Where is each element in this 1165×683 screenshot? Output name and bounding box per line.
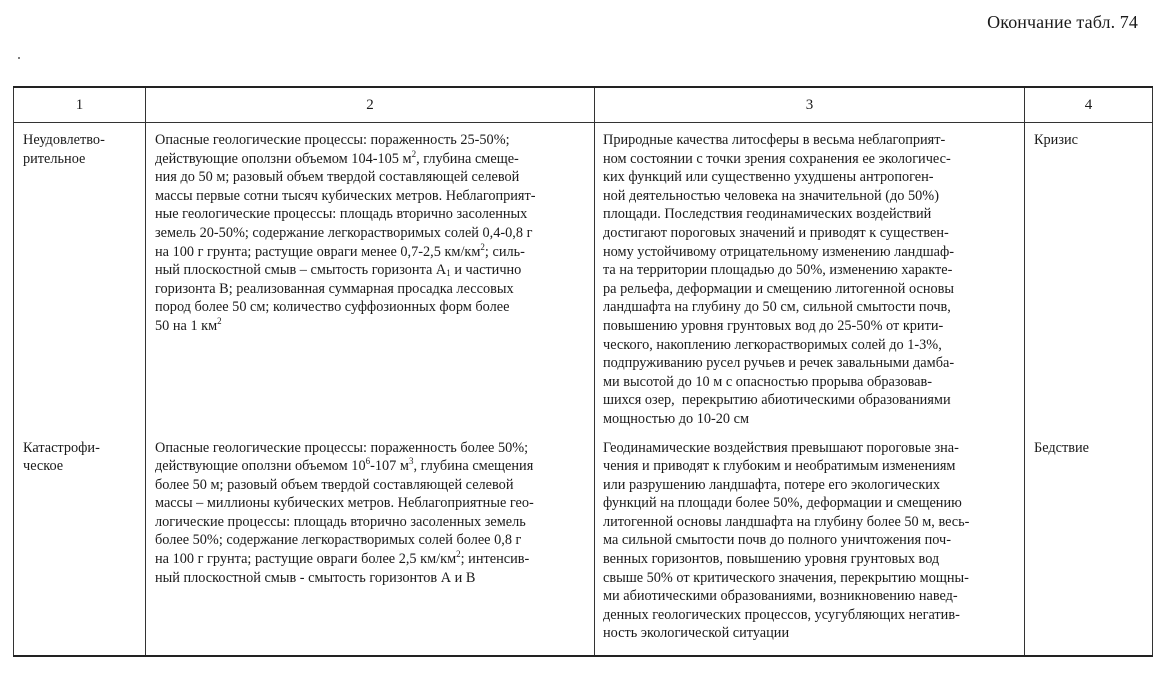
assessment-cell: Бедствие [1025,431,1153,657]
scan-speck [18,57,20,59]
state-label-cell: Неудовлетво- рительное [14,123,146,431]
column-header-1: 1 [14,87,146,123]
table-row [14,431,1153,657]
header-row [14,87,1153,123]
assessment-cell: Кризис [1025,123,1153,431]
column-header-4: 4 [1025,87,1153,123]
data-table [13,86,1153,657]
column-header-3: 3 [595,87,1025,123]
column-header-2: 2 [146,87,595,123]
consequences-cell: Природные качества литосферы в весьма неблагоприят- ном состоянии с точки зрения сохранения ее экологичес- ких функций или существенно ухудшены антропоген- ной деятельностью человека на значительной (до 50%) площади. Последствия геодинамических воздействий достигают пороговых значений и приводят к существен- ному устойчивому отрицательному изменению ландшаф- та на территории площадью до 50%, изменению характе- ра рельефа, деформации и смещению литогенной основы ландшафта на глубину до 50 см, сильной смытости почв, повышению уровня грунтовых вод до 25-50% от крити- ческого, накоплению легкорастворимых солей до 1-3%, подпруживанию русел ручьев и речек завальными дамба- ми высотой до 10 м с опасностью прорыва образовав- шихся озер, перекрытию абиотическими образованиями мощностью до 10-20 см [595,123,1025,431]
table-caption: Окончание табл. 74 [987,12,1138,32]
processes-cell: Опасные геологические процессы: пораженность 25-50%; действующие оползни объемом 104-105 $м^2$, глубина смеще- ния до 50 м; разовый объем твердой составляющей селевой массы первые сотни тысяч кубических метров. Неблагоприят- ные геологические процессы: площадь вторично засоленных земель 20-50%; содержание легкорастворимых солей 0,4-0,8 г на 100 г грунта; растущие овраги менее 0,7-2,5 $км/км^2$; силь- ный плоскостной смыв – смытость горизонта $А_1$ и частично горизонта В; реализованная суммарная просадка лессовых пород более 50 см; количество суффозионных форм более 50 на 1 $км^2$ [146,123,595,431]
processes-cell: Опасные геологические процессы: пораженность более 50%; действующие оползни объемом $10^6-107$ $м^3$, глубина смещения более 50 м; разовый объем твердой составляющей селевой массы – миллионы кубических метров. Неблагоприятные гео- логические процессы: площадь вторично засоленных земель более 50%; содержание легкорастворимых солей более 0,8 г на 100 г грунта; растущие овраги более 2,5 $км/км^2$; интенсив- ный плоскостной смыв - смытость горизонтов А и В [146,431,595,657]
table-row [14,123,1153,431]
state-label-cell: Катастрофи- ческое [14,431,146,657]
consequences-cell: Геодинамические воздействия превышают пороговые зна- чения и приводят к глубоким и необратимым изменениям или разрушению ландшафта, потере его экологических функций на площади более 50%, деформации и смещению литогенной основы ландшафта на глубину более 50 м, весь- ма сильной смытости почв до полного уничтожения поч- венных горизонтов, повышению уровня грунтовых вод свыше 50% от критического значения, перекрытию мощны- ми абиотическими образованиями, возникновению навед- денных геологических процессов, усугубляющих негатив- ность экологической ситуации [595,431,1025,657]
